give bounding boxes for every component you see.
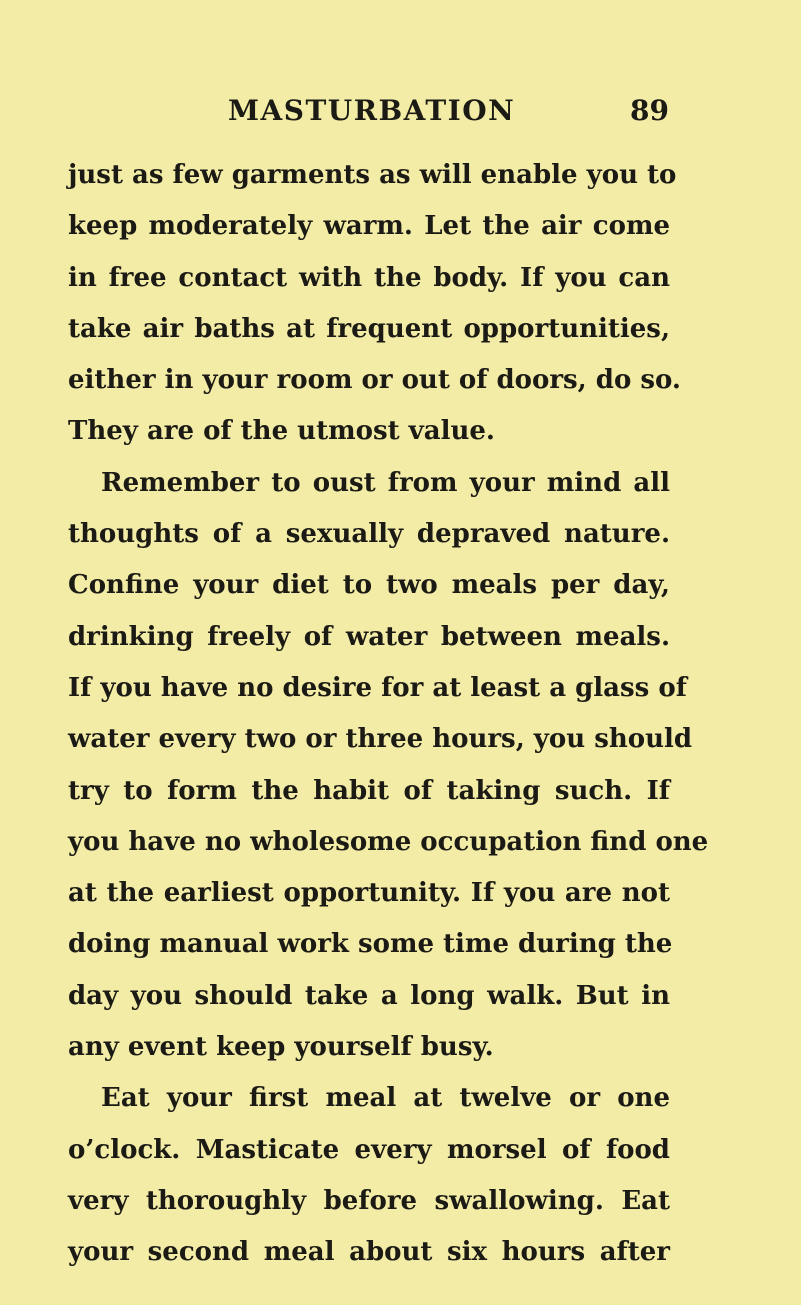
text-line: take air baths at frequent opportunities, bbox=[68, 313, 670, 344]
text-line: your second meal about six hours after bbox=[68, 1237, 670, 1268]
text-line: day you should take a long walk. But in bbox=[68, 980, 670, 1011]
text-line: Confine your diet to two meals per day, bbox=[68, 570, 670, 601]
paragraph-start-line: Eat your first meal at twelve or one bbox=[101, 1083, 670, 1114]
paragraph-start-line: Remember to oust from your mind all bbox=[101, 467, 670, 498]
text-line: try to form the habit of taking such. If bbox=[68, 775, 670, 806]
text-line: They are of the utmost value. bbox=[68, 416, 495, 447]
running-head bbox=[0, 90, 801, 132]
text-line: either in your room or out of doors, do so. bbox=[68, 365, 681, 396]
text-line: in free contact with the body. If you can bbox=[68, 262, 670, 293]
text-line: you have no wholesome occupation find one bbox=[68, 826, 709, 857]
text-line: very thoroughly before swallowing. Eat bbox=[68, 1185, 670, 1216]
running-title: MASTURBATION bbox=[228, 94, 516, 127]
text-line: at the earliest opportunity. If you are not bbox=[68, 878, 670, 909]
text-line: just as few garments as will enable you to bbox=[68, 160, 677, 190]
text-line: any event keep yourself busy. bbox=[68, 1032, 494, 1063]
text-line: o’clock. Masticate every morsel of food bbox=[68, 1134, 670, 1165]
text-line: If you have no desire for at least a glass of bbox=[68, 672, 687, 703]
body-text bbox=[68, 150, 709, 1279]
page-number: 89 bbox=[630, 94, 669, 127]
text-line: drinking freely of water between meals. bbox=[68, 621, 670, 652]
text-line: water every two or three hours, you should bbox=[68, 724, 693, 755]
text-line: thoughts of a sexually depraved nature. bbox=[68, 519, 670, 550]
text-line: doing manual work some time during the bbox=[68, 929, 673, 960]
text-line: keep moderately warm. Let the air come bbox=[68, 211, 670, 242]
